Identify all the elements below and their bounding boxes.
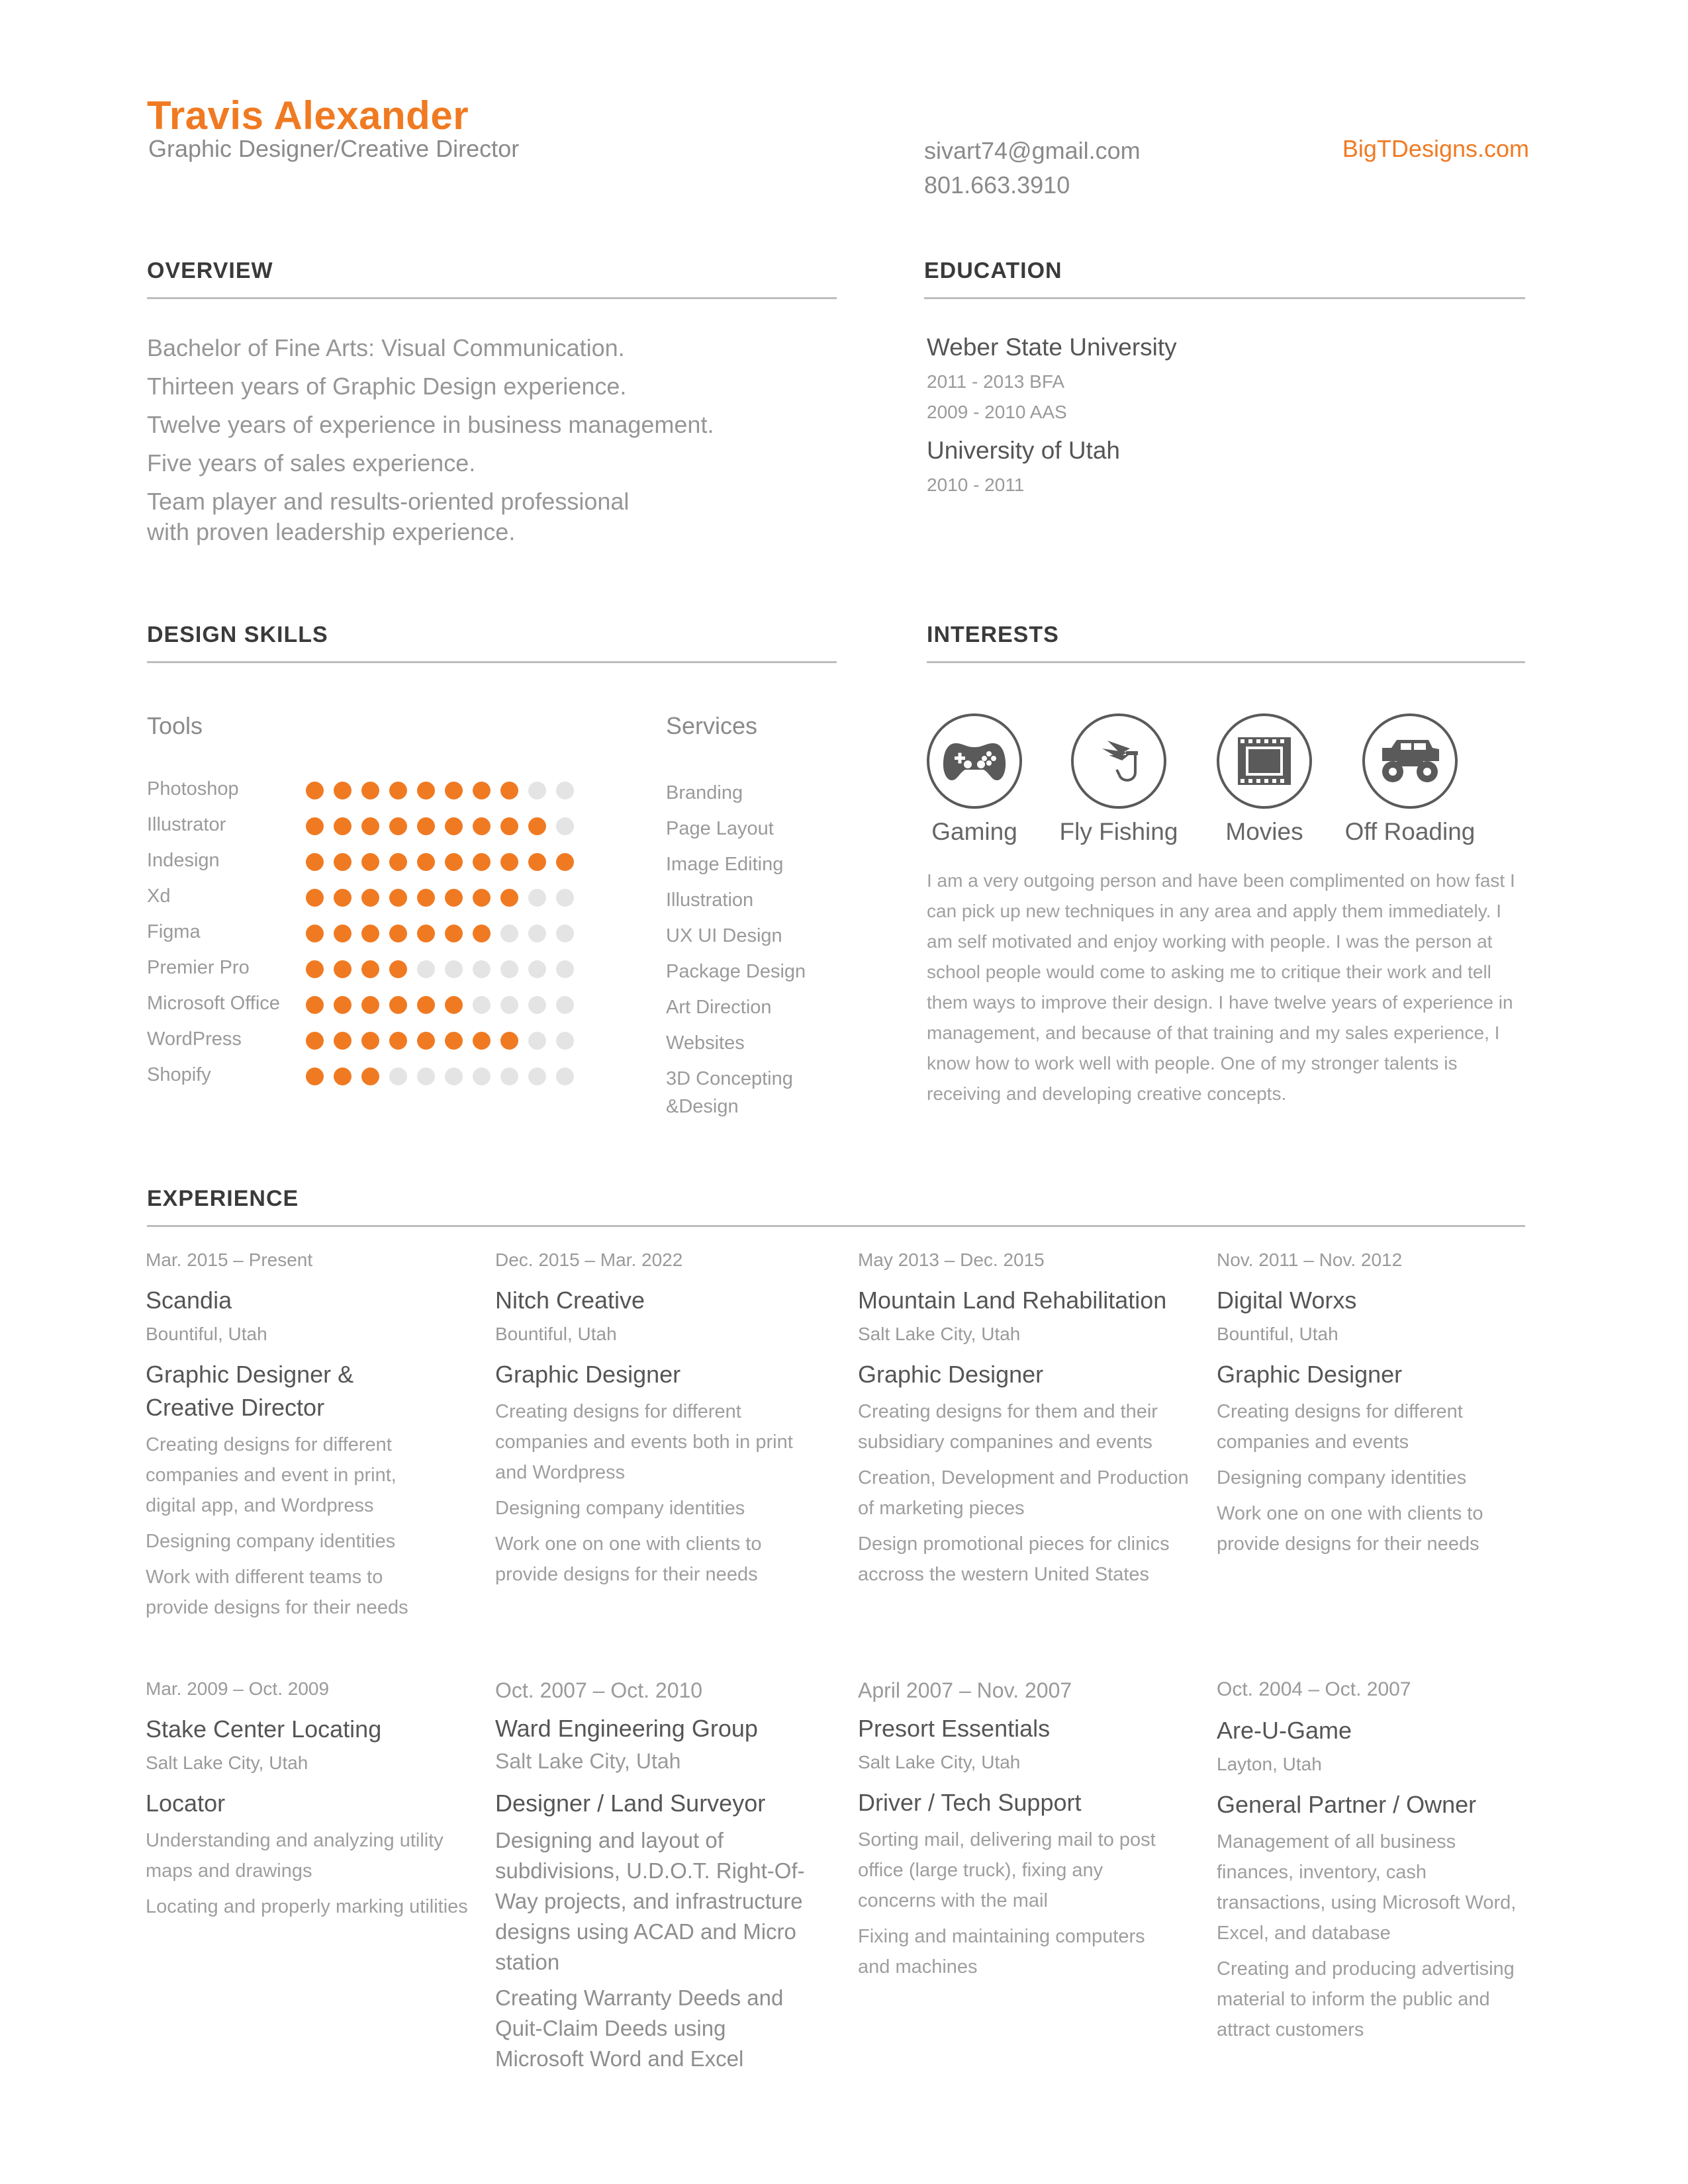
rating-dot-filled (334, 889, 352, 907)
job-duty: Work with different teams to provide designs for their needs (146, 1567, 408, 1618)
rating-dot-filled (361, 782, 379, 799)
job-company: Are-U-Game (1217, 1717, 1352, 1744)
job-location: Bountiful, Utah (146, 1324, 267, 1344)
tool-name: Photoshop (147, 778, 239, 799)
job-entry (146, 1678, 468, 1922)
overview-item: Thirteen years of Graphic Design experience. (147, 373, 627, 400)
rating-dot-filled (445, 782, 463, 799)
job-company: Stake Center Locating (146, 1715, 382, 1743)
school-name: Weber State University (927, 334, 1177, 361)
rating-dot-empty (528, 889, 546, 907)
rating-dot-empty (500, 960, 518, 978)
job-duty: Creating and producing advertising material to inform the public and attract customers (1217, 1958, 1515, 2040)
rating-dot-filled (473, 782, 491, 799)
rating-dot-filled (389, 960, 407, 978)
rating-dot-empty (556, 817, 574, 835)
job-company: Scandia (146, 1287, 232, 1314)
overview-heading: OVERVIEW (147, 258, 273, 283)
job-duty: Creating designs for them and their subsidiary companines and events (858, 1401, 1158, 1453)
rating-dot-filled (306, 853, 324, 871)
job-company: Presort Essentials (858, 1715, 1051, 1742)
rating-dot-filled (334, 1032, 352, 1050)
job-company: Digital Worxs (1217, 1287, 1357, 1314)
job-role: Graphic Designer & Creative Director (146, 1361, 354, 1421)
tool-name: Microsoft Office (147, 993, 280, 1014)
tool-name: Premier Pro (147, 957, 250, 978)
rating-dot-empty (473, 996, 491, 1014)
tool-row (147, 1064, 597, 1091)
job-dates: Mar. 2015 – Present (146, 1250, 313, 1270)
rating-dot-filled (306, 960, 324, 978)
job-entry (146, 1250, 463, 1623)
tool-row (147, 886, 597, 912)
education-list (927, 331, 1456, 500)
job-dates: Oct. 2007 – Oct. 2010 (495, 1678, 703, 1702)
job-company: Mountain Land Rehabilitation (858, 1287, 1167, 1314)
job-duty: Sorting mail, delivering mail to post office (large truck), fixing any concerns with the mail (858, 1829, 1156, 1911)
contact-block (924, 134, 1141, 203)
rating-dot-filled (500, 1032, 518, 1050)
rating-dot-filled (500, 782, 518, 799)
rating-dot-filled (361, 1032, 379, 1050)
rating-dot-filled (445, 925, 463, 942)
website-link[interactable]: BigTDesigns.com (1342, 135, 1529, 162)
rating-dot-filled (445, 817, 463, 835)
tool-row (147, 814, 597, 841)
service-item: Art Direction (666, 997, 772, 1018)
tool-row (147, 993, 597, 1019)
rating-dot-filled (334, 925, 352, 942)
job-dates: Nov. 2011 – Nov. 2012 (1217, 1250, 1403, 1270)
game-controller-icon (927, 713, 1022, 809)
job-dates: April 2007 – Nov. 2007 (858, 1678, 1072, 1702)
job-dates: Mar. 2009 – Oct. 2009 (146, 1678, 330, 1699)
job-duty: Understanding and analyzing utility maps and drawings (146, 1830, 444, 1882)
interests-paragraph: I am a very outgoing person and have been complimented on how fast I can pick up new techniques in any area and apply them immediately. I am self motivated and enjoy working with people. I was the person at school people would come to asking me to critique their work and tell them ways to improve their design. I have twelve years of experience in management, and because of that training and my sales experience, I know how to work well with people. One of my stronger talents is receiving and developing creative concepts. (927, 870, 1515, 1104)
service-item: 3D Concepting &Design (666, 1068, 793, 1117)
interest-label: Movies (1225, 818, 1303, 845)
interest-gaming (902, 713, 1047, 846)
rating-dot-filled (417, 889, 435, 907)
overview-item: Five years of sales experience. (147, 449, 476, 477)
job-dates: Oct. 2004 – Oct. 2007 (1217, 1678, 1411, 1700)
interest-fly-fishing (1046, 713, 1192, 846)
rating-dot-filled (473, 889, 491, 907)
rating-dot-empty (556, 996, 574, 1014)
overview-item: Team player and results-oriented professional with proven leadership experience. (147, 488, 630, 545)
rating-dot-empty (500, 1068, 518, 1085)
rating-dot-empty (389, 1068, 407, 1085)
rating-dot-filled (334, 817, 352, 835)
rating-dot-empty (556, 889, 574, 907)
service-item: UX UI Design (666, 925, 782, 946)
job-duty: Work one on one with clients to provide designs for their needs (1217, 1503, 1483, 1555)
design-skills-heading: DESIGN SKILLS (147, 622, 328, 647)
rating-dot-filled (417, 925, 435, 942)
job-location: Salt Lake City, Utah (495, 1749, 681, 1773)
job-duty: Designing company identities (495, 1498, 745, 1519)
rating-dot-filled (417, 782, 435, 799)
tool-name: Xd (147, 886, 171, 907)
rating-dot-filled (417, 1032, 435, 1050)
job-role: Designer / Land Surveyor (495, 1790, 766, 1817)
service-item: Package Design (666, 961, 806, 982)
service-item: Websites (666, 1032, 745, 1054)
rating-dot-filled (473, 817, 491, 835)
job-role: Graphic Designer (858, 1361, 1044, 1388)
rating-dot-empty (500, 925, 518, 942)
rating-dot-filled (334, 1068, 352, 1085)
rating-dot-filled (500, 817, 518, 835)
rating-dot-filled (528, 853, 546, 871)
job-duty: Creation, Development and Production of marketing pieces (858, 1467, 1189, 1519)
interest-off-roading (1337, 713, 1483, 846)
rating-dot-filled (361, 817, 379, 835)
rating-dot-filled (528, 817, 546, 835)
rating-dot-filled (389, 925, 407, 942)
rating-dot-filled (389, 1032, 407, 1050)
film-strip-icon (1217, 713, 1312, 809)
school-detail: 2011 - 2013 BFA (927, 371, 1065, 392)
job-entry (1217, 1250, 1534, 1559)
school-detail: 2010 - 2011 (927, 475, 1025, 495)
experience-heading: EXPERIENCE (147, 1186, 299, 1211)
rating-dot-filled (361, 925, 379, 942)
job-duty: Designing and layout of subdivisions, U.D.O.T. Right-Of-Way projects, and infrastructure designs using ACAD and Micro station (495, 1828, 805, 1974)
overview-divider (147, 297, 837, 299)
rating-dot-filled (334, 996, 352, 1014)
tools-rating-list (147, 778, 597, 1109)
job-duty: Creating Warranty Deeds and Quit-Claim Deeds using Microsoft Word and Excel (495, 1985, 784, 2071)
rating-dot-filled (389, 889, 407, 907)
job-duty: Designing company identities (1217, 1467, 1467, 1488)
rating-dot-filled (306, 1068, 324, 1085)
job-location: Bountiful, Utah (495, 1324, 617, 1344)
tool-name: WordPress (147, 1028, 242, 1050)
rating-dot-filled (473, 925, 491, 942)
rating-dot-filled (361, 853, 379, 871)
tool-row (147, 850, 597, 876)
tool-row (147, 921, 597, 948)
rating-dot-empty (417, 960, 435, 978)
education-divider (924, 297, 1525, 299)
email-text[interactable]: sivart74@gmail.com (924, 137, 1141, 164)
service-item: Page Layout (666, 818, 774, 839)
rating-dot-empty (473, 960, 491, 978)
rating-dot-filled (306, 925, 324, 942)
rating-dot-empty (556, 1032, 574, 1050)
job-dates: Dec. 2015 – Mar. 2022 (495, 1250, 683, 1270)
interest-label: Off Roading (1344, 818, 1476, 845)
interest-label: Gaming (931, 818, 1017, 845)
interests-heading: INTERESTS (927, 622, 1059, 647)
school-detail: 2009 - 2010 AAS (927, 402, 1067, 422)
rating-dot-empty (417, 1068, 435, 1085)
job-duty: Management of all business finances, inventory, cash transactions, using Microsoft Word, Excel, and database (1217, 1831, 1517, 1944)
rating-dot-filled (334, 782, 352, 799)
rating-dot-filled (306, 889, 324, 907)
rating-dot-empty (528, 996, 546, 1014)
tool-name: Indesign (147, 850, 220, 871)
rating-dot-filled (389, 853, 407, 871)
rating-dot-filled (334, 853, 352, 871)
school-name: University of Utah (927, 437, 1120, 464)
interest-movies (1192, 713, 1337, 846)
tool-name: Figma (147, 921, 201, 942)
job-duty: Creating designs for different companies and event in print, digital app, and Wordpress (146, 1434, 397, 1516)
job-role: Locator (146, 1790, 226, 1817)
rating-dot-filled (334, 960, 352, 978)
rating-dot-empty (500, 996, 518, 1014)
rating-dot-filled (445, 1032, 463, 1050)
rating-dot-empty (473, 1068, 491, 1085)
rating-dot-filled (473, 853, 491, 871)
job-duty: Design promotional pieces for clinics accross the western United States (858, 1533, 1170, 1585)
rating-dot-filled (361, 996, 379, 1014)
rating-dot-filled (445, 996, 463, 1014)
job-entry (858, 1250, 1189, 1590)
job-duty: Designing company identities (146, 1531, 396, 1552)
rating-dot-empty (528, 1032, 546, 1050)
rating-dot-empty (528, 1068, 546, 1085)
rating-dot-filled (361, 960, 379, 978)
job-title: Graphic Designer/Creative Director (148, 135, 520, 162)
tool-row (147, 1028, 597, 1055)
rating-dot-filled (445, 889, 463, 907)
rating-dot-filled (306, 996, 324, 1014)
rating-dot-filled (473, 1032, 491, 1050)
job-entry (858, 1678, 1176, 1982)
job-location: Layton, Utah (1217, 1754, 1322, 1774)
job-duty: Creating designs for different companies and events both in print and Wordpress (495, 1401, 793, 1483)
rating-dot-empty (528, 960, 546, 978)
rating-dot-filled (417, 817, 435, 835)
rating-dot-empty (556, 960, 574, 978)
rating-dot-empty (528, 925, 546, 942)
rating-dot-filled (417, 853, 435, 871)
rating-dot-filled (306, 782, 324, 799)
rating-dot-filled (556, 853, 574, 871)
job-duty: Fixing and maintaining computers and machines (858, 1926, 1145, 1978)
job-location: Salt Lake City, Utah (858, 1752, 1021, 1772)
fishing-fly-icon (1071, 713, 1166, 809)
job-location: Salt Lake City, Utah (146, 1752, 308, 1773)
design-skills-divider (147, 661, 837, 663)
job-role: Driver / Tech Support (858, 1789, 1082, 1816)
service-item: Branding (666, 782, 743, 803)
overview-list (147, 333, 743, 555)
services-list (666, 779, 838, 1120)
tools-heading: Tools (147, 712, 203, 739)
tool-row (147, 957, 597, 983)
job-duty: Creating designs for different companies and events (1217, 1401, 1463, 1453)
overview-item: Twelve years of experience in business management. (147, 411, 714, 438)
tool-name: Illustrator (147, 814, 226, 835)
service-item: Illustration (666, 889, 754, 911)
job-location: Salt Lake City, Utah (858, 1324, 1021, 1344)
rating-dot-filled (389, 782, 407, 799)
job-role: Graphic Designer (495, 1361, 681, 1388)
rating-dot-filled (389, 817, 407, 835)
rating-dot-empty (445, 1068, 463, 1085)
job-role: Graphic Designer (1217, 1361, 1403, 1388)
rating-dot-filled (500, 853, 518, 871)
monster-truck-icon (1362, 713, 1458, 809)
rating-dot-empty (445, 960, 463, 978)
job-entry (495, 1678, 813, 2074)
phone-text[interactable]: 801.663.3910 (924, 171, 1070, 199)
tool-name: Shopify (147, 1064, 211, 1085)
job-dates: May 2013 – Dec. 2015 (858, 1250, 1045, 1270)
rating-dot-filled (445, 853, 463, 871)
rating-dot-empty (556, 1068, 574, 1085)
tool-row (147, 778, 597, 805)
education-heading: EDUCATION (924, 258, 1062, 283)
interests-divider (927, 661, 1525, 663)
rating-dot-filled (306, 1032, 324, 1050)
interest-label: Fly Fishing (1059, 818, 1178, 845)
rating-dot-filled (306, 817, 324, 835)
job-duty: Locating and properly marking utilities (146, 1896, 468, 1917)
job-company: Ward Engineering Group (495, 1715, 758, 1742)
job-company: Nitch Creative (495, 1287, 645, 1314)
rating-dot-filled (361, 1068, 379, 1085)
job-role: General Partner / Owner (1217, 1791, 1477, 1818)
job-location: Bountiful, Utah (1217, 1324, 1338, 1344)
rating-dot-filled (417, 996, 435, 1014)
rating-dot-empty (556, 782, 574, 799)
rating-dot-empty (528, 782, 546, 799)
rating-dot-empty (556, 925, 574, 942)
rating-dot-filled (389, 996, 407, 1014)
rating-dot-filled (500, 889, 518, 907)
overview-item: Bachelor of Fine Arts: Visual Communication. (147, 334, 625, 361)
service-item: Image Editing (666, 854, 784, 875)
job-entry (1217, 1678, 1534, 2045)
job-duty: Work one on one with clients to provide designs for their needs (495, 1533, 762, 1585)
resume-name: Travis Alexander (147, 93, 469, 138)
services-heading: Services (666, 712, 758, 739)
rating-dot-filled (361, 889, 379, 907)
job-entry (495, 1250, 813, 1590)
experience-divider (147, 1225, 1525, 1227)
